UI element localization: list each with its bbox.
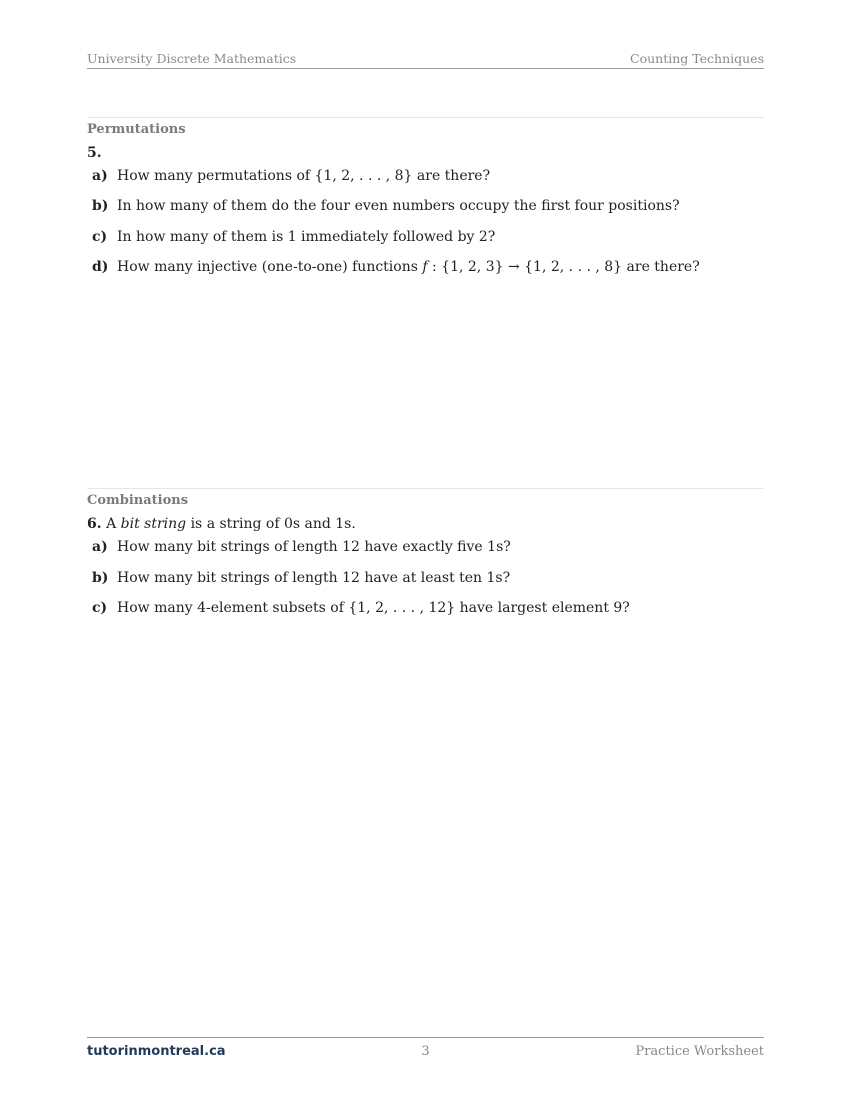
part-label: b) — [92, 570, 109, 586]
part-text-after: : {1, 2, 3} → {1, 2, . . . , 8} are there? — [427, 259, 700, 275]
math-variable: f — [422, 259, 428, 275]
part-text: How many bit strings of length 12 have exactly five 1s? — [117, 539, 511, 555]
footer-site-link[interactable]: tutorinmontreal.ca — [87, 1044, 226, 1059]
problem-5-heading — [87, 145, 102, 161]
section-title-permutations: Permutations — [87, 122, 186, 137]
part-label: c) — [92, 229, 108, 245]
part-label: b) — [92, 198, 109, 214]
problem-6-part-c — [92, 600, 630, 616]
problem-5-part-c — [92, 229, 495, 245]
section-divider — [87, 488, 764, 489]
part-label: c) — [92, 600, 108, 616]
problem-intro-before: A — [106, 516, 121, 532]
footer-doc-type: Practice Worksheet — [635, 1044, 764, 1059]
part-text: In how many of them do the four even numbers occupy the first four positions? — [117, 198, 680, 214]
part-label: d) — [92, 259, 109, 275]
problem-5-part-b — [92, 198, 680, 214]
footer-page-number: 3 — [421, 1044, 430, 1059]
part-text: In how many of them is 1 immediately followed by 2? — [117, 229, 496, 245]
section-title-combinations: Combinations — [87, 493, 189, 508]
problem-6-heading — [87, 516, 356, 532]
part-label: a) — [92, 539, 108, 555]
header-course-title: University Discrete Mathematics — [87, 51, 297, 66]
problem-intro-after: is a string of 0s and 1s. — [186, 516, 356, 532]
problem-number: 6. — [87, 516, 102, 532]
part-label: a) — [92, 168, 108, 184]
part-text-before: How many injective (one-to-one) functions — [117, 259, 423, 275]
part-text: How many permutations of {1, 2, . . . , 8} are there? — [117, 168, 491, 184]
problem-number: 5. — [87, 145, 102, 161]
part-text: How many bit strings of length 12 have at least ten 1s? — [117, 570, 511, 586]
problem-5-part-a — [92, 168, 490, 184]
page-footer — [87, 1037, 764, 1062]
problem-6-part-b — [92, 570, 510, 586]
section-divider — [87, 117, 764, 118]
problem-5-part-d — [92, 259, 700, 275]
problem-intro-emphasis: bit string — [120, 516, 187, 532]
page-header — [87, 50, 764, 69]
part-text: How many 4-element subsets of {1, 2, . . . , 12} have largest element 9? — [117, 600, 630, 616]
header-topic: Counting Techniques — [630, 51, 764, 66]
problem-6-part-a — [92, 539, 511, 555]
